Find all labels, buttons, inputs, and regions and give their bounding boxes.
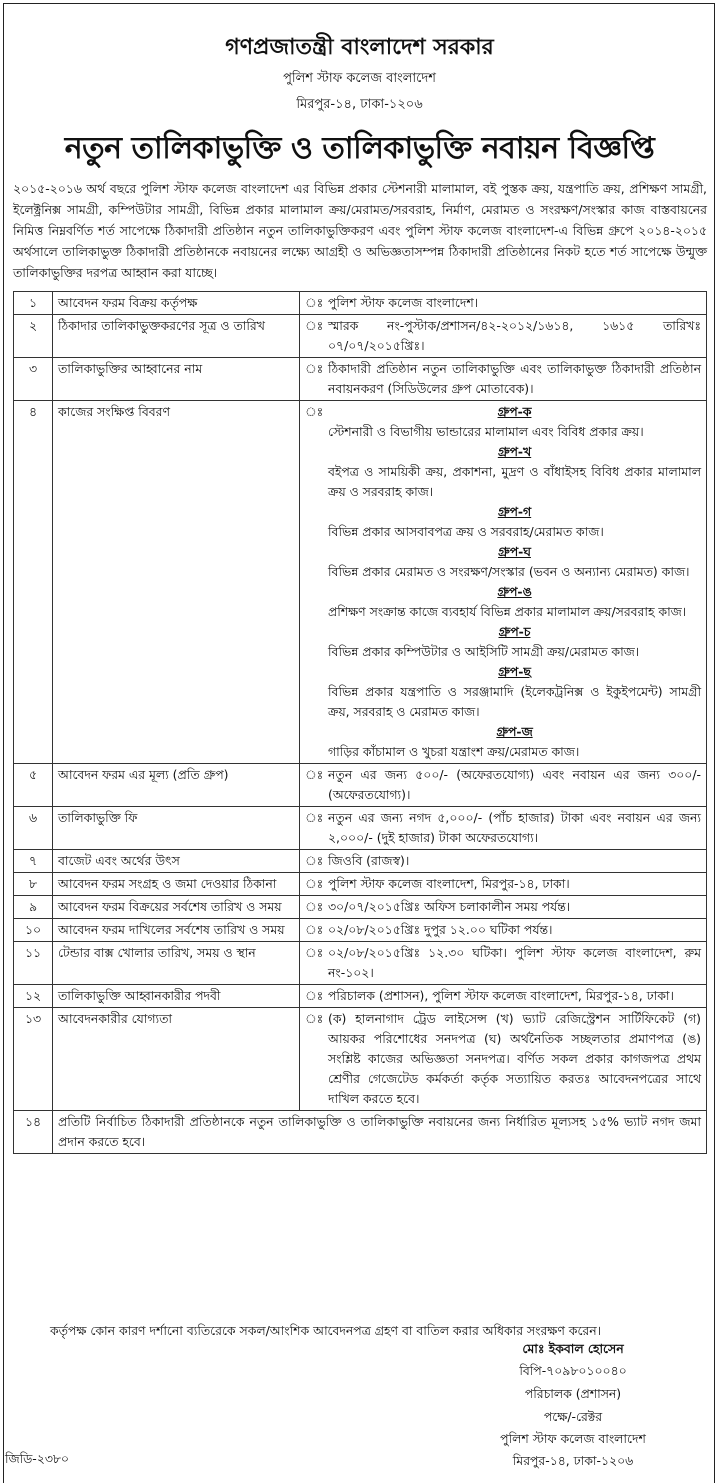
group-description: প্রশিক্ষণ সংক্রান্ত কাজে ব্যবহার্য বিভিন্ন প্রকার মালামাল ক্রয়/সরবরাহ কাজ। <box>328 604 687 619</box>
group-description: বিভিন্ন প্রকার মেরামত ও সংরক্ষণ/সংস্কার (ভবন ও অন্যান্য মেরামত) কাজ। <box>328 564 690 579</box>
row-value: নতুন এর জন্য ৫০০/- (অফেরতযোগ্য) এবং নবায়ন এর জন্য ৩০০/- (অফেরতযোগ্য)। <box>323 764 707 807</box>
group-name: গ্রুপ-ছ <box>498 664 531 679</box>
signatory-id: বিপি-৭০৯৮০১০০৪০ <box>519 1363 627 1378</box>
group-description: বিভিন্ন প্রকার আসবাবপত্র ক্রয় ও সরবরাহ/মেরামত কাজ। <box>328 524 604 539</box>
row-number: ৫ <box>14 764 53 807</box>
row-colon: ঃ <box>300 1008 324 1111</box>
row-value: পরিচালক (প্রশাসন), পুলিশ স্টাফ কলেজ বাংলাদেশ, মিরপুর-১৪, ঢাকা। <box>323 985 707 1008</box>
group-name: গ্রুপ-ঙ <box>497 584 532 599</box>
row-number: ৪ <box>14 401 53 764</box>
row-number: ৬ <box>14 807 53 850</box>
row-label: আবেদন ফরম সংগ্রহ ও জমা দেওয়ার ঠিকানা <box>53 873 300 896</box>
row-colon: ঃ <box>300 401 324 764</box>
row-colon: ঃ <box>300 807 324 850</box>
row-number: ১০ <box>14 919 53 942</box>
gd-number: জিডি-২৩৮০ <box>5 1451 69 1466</box>
row-value: ০২/০৮/২০১৫খ্রিঃ ১২.৩০ ঘটিকা। পুলিশ স্টাফ কলেজ বাংলাদেশ, রুম নং-১০২। <box>323 942 707 985</box>
group-name: গ্রুপ-ঘ <box>498 544 531 559</box>
row-number: ৩ <box>14 358 53 401</box>
row-colon: ঃ <box>300 358 324 401</box>
table-row <box>14 873 707 896</box>
group-name: গ্রুপ-খ <box>497 444 532 459</box>
row-number: ১১ <box>14 942 53 985</box>
signatory-address: মিরপুর-১৪, ঢাকা-১২০৬ <box>512 1453 634 1468</box>
row-value: ০২/০৮/২০১৫খ্রিঃ দুপুর ১২.০০ ঘটিকা পর্যন্ত। <box>323 919 707 942</box>
notice-table <box>13 291 707 1154</box>
row-colon: ঃ <box>300 764 324 807</box>
row-label: আবেদন ফরম বিক্রয়ের সর্বশেষ তারিখ ও সময় <box>53 896 300 919</box>
organization-name: পুলিশ স্টাফ কলেজ বাংলাদেশ <box>283 71 436 86</box>
row-label: কাজের সংক্ষিপ্ত বিবরণ <box>53 401 300 764</box>
group-description: বিভিন্ন প্রকার কম্পিউটার ও আইসিটি সামগ্রী ক্রয়/মেরামত কাজ। <box>328 644 640 659</box>
group-name: গ্রুপ-ক <box>497 404 532 419</box>
row-full-text: প্রতিটি নির্বাচিত ঠিকাদারী প্রতিষ্ঠানকে নতুন তালিকাভুক্তি ও তালিকাভুক্তি নবায়নের জন্য নির্ধারিত মূল্যসহ ১৫% ভ্যাট নগদ জমা প্রদান করতে হবে। <box>53 1111 707 1154</box>
group-description: বিভিন্ন প্রকার যন্ত্রপাতি ও সরঞ্জামাদি (ইলেকট্রনিক্স ও ইকুইপমেন্ট) সামগ্রী ক্রয়, সরবরাহ ও মেরামত কাজ। <box>328 684 701 719</box>
signatory-for: পক্ষে/-রেক্টর <box>543 1409 603 1424</box>
organization-address: মিরপুর-১৪, ঢাকা-১২০৬ <box>296 97 423 112</box>
row-label: টেন্ডার বাক্স খোলার তারিখ, সময় ও স্থান <box>53 942 300 985</box>
signatory-designation: পরিচালক (প্রশাসন) <box>524 1386 622 1401</box>
signatory-name: মোঃ ইকবাল হোসেন <box>522 1341 624 1356</box>
row-number: ১৩ <box>14 1008 53 1111</box>
group-description: বইপত্র ও সাময়িকী ক্রয়, প্রকাশনা, মুদ্রণ ও বাঁধাইসহ বিবিধ প্রকার মালামাল ক্রয় ও সরবরাহ কাজ। <box>328 464 701 499</box>
group-description: স্টেশনারী ও বিভাগীয় ভান্ডারের মালামাল এবং বিবিধ প্রকার ক্রয়। <box>328 424 644 439</box>
signatory-org: পুলিশ স্টাফ কলেজ বাংলাদেশ <box>500 1431 646 1446</box>
row-value: ৩০/০৭/২০১৫খ্রিঃ অফিস চলাকালীন সময় পর্যন্ত। <box>323 896 707 919</box>
row-colon: ঃ <box>300 292 324 315</box>
table-row <box>14 985 707 1008</box>
row-colon: ঃ <box>300 896 324 919</box>
row-number: ৭ <box>14 850 53 873</box>
table-row <box>14 358 707 401</box>
row-value: পুলিশ স্টাফ কলেজ বাংলাদেশ, মিরপুর-১৪, ঢাকা। <box>323 873 707 896</box>
row-label: তালিকাভুক্তি আহ্বানকারীর পদবী <box>53 985 300 1008</box>
row-label: তালিকাভুক্তির আহ্বানের নাম <box>53 358 300 401</box>
row-number: ১২ <box>14 985 53 1008</box>
row-value: স্মারক নং-পুস্টাক/প্রশাসন/৪২-২০১২/১৬১৪, ১৬১৫ তারিখঃ ০৭/০৭/২০১৫খ্রিঃ। <box>323 315 707 358</box>
row-value: জিওবি (রাজস্ব)। <box>323 850 707 873</box>
group-name: গ্রুপ-জ <box>496 724 533 739</box>
row-label: আবেদন ফরম বিক্রয় কর্তৃপক্ষ <box>53 292 300 315</box>
table-row <box>14 1111 707 1154</box>
row-label: বাজেট এবং অর্থের উৎস <box>53 850 300 873</box>
row-colon: ঃ <box>300 873 324 896</box>
table-row <box>14 807 707 850</box>
row-number: ৯ <box>14 896 53 919</box>
row-number: ১ <box>14 292 53 315</box>
row-colon: ঃ <box>300 919 324 942</box>
table-row <box>14 292 707 315</box>
table-row <box>14 764 707 807</box>
row-value: (ক) হালনাগাদ ট্রেড লাইসেন্স (খ) ভ্যাট রেজিস্ট্রেশন সার্টিফিকেট (গ) আয়কর পরিশোধের সনদপত্র (ঘ) অর্থনৈতিক সচ্ছলতার প্রমাণপত্র (ঙ) সংশ্লিষ্ট কাজের অভিজ্ঞতা সনদপত্র। বর্ণিত সকল প্রকার কাগজপত্র প্রথম শ্রেণীর গেজেটেড কর্মকর্তা কর্তৃক সত্যায়িত করতঃ আবেদনপত্রের সাথে দাখিল করতে হবে। <box>323 1008 707 1111</box>
authority-note: কর্তৃপক্ষ কোন কারণ দর্শানো ব্যতিরেকে সকল/আংশিক আবেদনপত্র গ্রহণ বা বাতিল করার অধিকার সংরক্ষণ করেন। <box>50 1323 602 1338</box>
table-row <box>14 315 707 358</box>
group-name: গ্রুপ-গ <box>497 504 532 519</box>
intro-paragraph: ২০১৫-২০১৬ অর্থ বছরে পুলিশ স্টাফ কলেজ বাংলাদেশ এর বিভিন্ন প্রকার স্টেশনারী মালামাল, বই পুস্তক ক্রয়, যন্ত্রপাতি ক্রয়, প্রশিক্ষণ সামগ্রী, ইলেক্ট্রনিক্স সামগ্রী, কম্পিউটার সামগ্রী, বিভিন্ন প্রকার মালামাল ক্রয়/মেরামত/সরবরাহ, নির্মাণ, মেরামত ও সংরক্ষণ/সংস্কার কাজ বাস্তবায়নের নিমিত্ত নিম্নবর্ণিত শর্ত সাপেক্ষে ঠিকাদারী প্রতিষ্ঠান নতুন তালিকাভুক্তিকরণ এবং পুলিশ স্টাফ কলেজ বাংলাদেশ-এ বিভিন্ন গ্রুপে ২০১৪-২০১৫ অর্থসালে তালিকাভুক্ত ঠিকাদারী প্রতিষ্ঠানকে নবায়নের লক্ষ্যে আগ্রহী ও অভিজ্ঞতাসম্পন্ন ঠিকাদারী প্রতিষ্ঠানের নিকট হতে শর্ত সাপেক্ষে উন্মুক্ত তালিকাভুক্তির দরপত্র আহ্বান করা যাচ্ছে। <box>13 181 707 280</box>
row-label: ঠিকাদার তালিকাভুক্তকরণের সূত্র ও তারিখ <box>53 315 300 358</box>
table-row <box>14 1008 707 1111</box>
row-colon: ঃ <box>300 942 324 985</box>
row-label: আবেদনকারীর যোগ্যতা <box>53 1008 300 1111</box>
row-label: আবেদন ফরম দাখিলের সর্বশেষ তারিখ ও সময় <box>53 919 300 942</box>
notice-title: নতুন তালিকাভুক্তি ও তালিকাভুক্তি নবায়ন বিজ্ঞপ্তি <box>64 131 655 166</box>
row-colon: ঃ <box>300 985 324 1008</box>
row-value: পুলিশ স্টাফ কলেজ বাংলাদেশ। <box>323 292 707 315</box>
row-value: ঠিকাদারী প্রতিষ্ঠান নতুন তালিকাভুক্তি এবং তালিকাভুক্ত ঠিকাদারী প্রতিষ্ঠান নবায়নকরণ (সিডিউলের গ্রুপ মোতাবেক)। <box>323 358 707 401</box>
table-row <box>14 942 707 985</box>
row-label: আবেদন ফরম এর মূল্য (প্রতি গ্রুপ) <box>53 764 300 807</box>
group-description: গাড়ির কাঁচামাল ও খুচরা যন্ত্রাংশ ক্রয়/মেরামত কাজ। <box>328 744 580 759</box>
table-row <box>14 896 707 919</box>
table-row <box>14 401 707 764</box>
row-colon: ঃ <box>300 315 324 358</box>
group-name: গ্রুপ-চ <box>498 624 531 639</box>
government-heading: গণপ্রজাতন্ত্রী বাংলাদেশ সরকার <box>225 35 494 60</box>
row-number: ২ <box>14 315 53 358</box>
row-number: ৮ <box>14 873 53 896</box>
table-row <box>14 919 707 942</box>
work-groups <box>323 401 707 764</box>
row-colon: ঃ <box>300 850 324 873</box>
row-number: ১৪ <box>14 1111 53 1154</box>
row-value: নতুন এর জন্য নগদ ৫,০০০/- (পাঁচ হাজার) টাকা এবং নবায়ন এর জন্য ২,০০০/- (দুই হাজার) টাকা অফেরতযোগ্য। <box>323 807 707 850</box>
table-row <box>14 850 707 873</box>
row-label: তালিকাভুক্তি ফি <box>53 807 300 850</box>
